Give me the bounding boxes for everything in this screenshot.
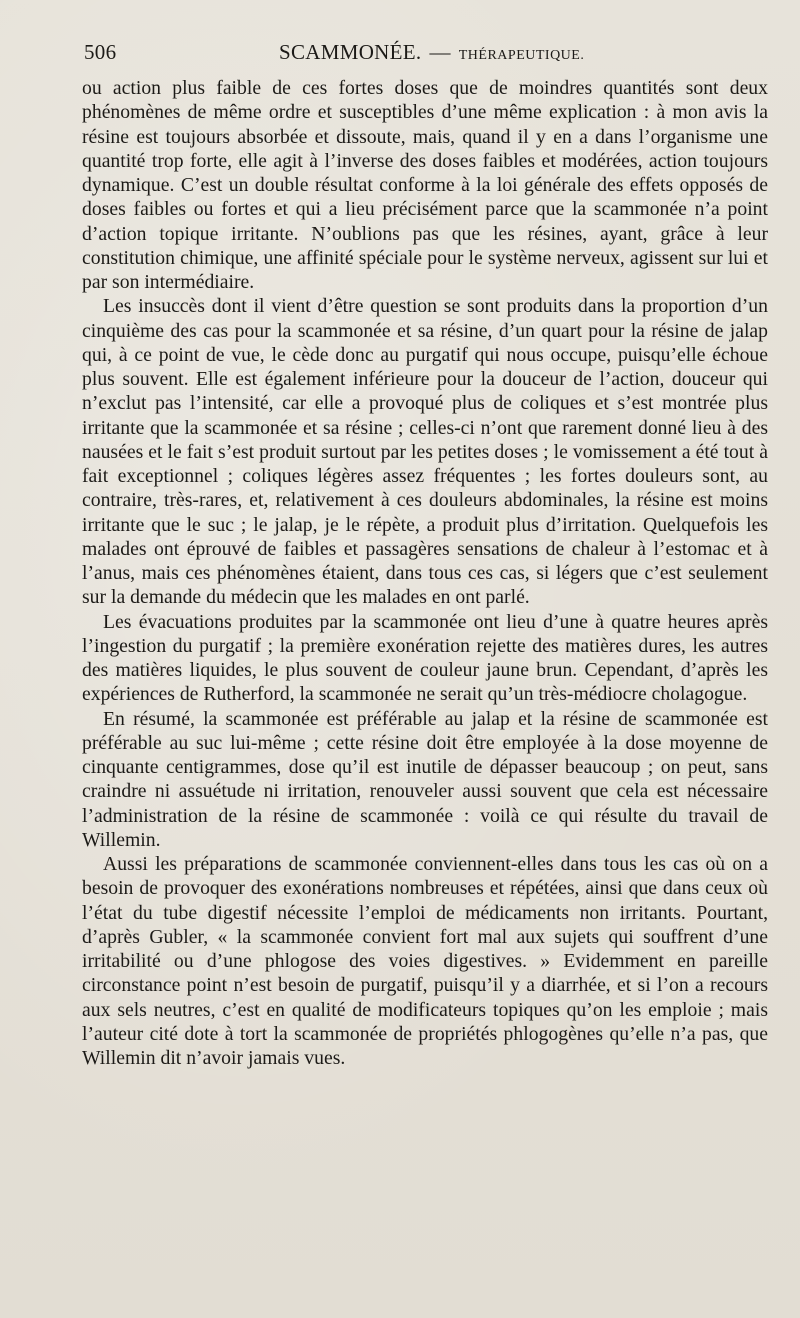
paragraph-preparations: Aussi les préparations de scammonée conviennent-elles dans tous les cas où on a besoin de provoquer des exonérations nombreuses et répétées, ainsi que dans ceux où l’état du tube digestif nécessite l’emploi de médicaments non irritants. Pourtant, d’après Gubler, « la scammonée convient fort mal aux sujets qui souffrent d’une irritabilité ou d’une phlogose des voies digestives. » Evidemment en pareille circonstance point n’est besoin de purgatif, puisqu’il y a diarrhée, et si l’on a recours aux sels neutres, c’est en qualité de modificateurs topiques qu’on les emploie ; mais l’auteur cité dote à tort la scammonée de propriétés phlogogènes qu’elle n’a pas, que Willemin dit n’avoir jamais vues. bbox=[82, 853, 768, 1069]
paragraph-resume: En résumé, la scammonée est préférable au jalap et la résine de scammonée est préférable au suc lui-même ; cette résine doit être employée à la dose moyenne de cinquante centigrammes, dose qu’il est inutile de dépasser beaucoup ; on peut, sans craindre ni assuétude ni irritation, renouveler aussi souvent que cela est nécessaire l’administration de la résine de scammonée : voilà ce qui résulte du travail de Willemin. bbox=[82, 707, 768, 851]
paragraph-evacuations: Les évacuations produites par la scammonée ont lieu d’une à quatre heures après l’ingestion du purgatif ; la première exonération rejette des matières dures, les autres des matières liquides, le plus souvent de couleur jaune brun. Cependant, d’après les expériences de Rutherford, la scammonée ne serait qu’un très-médiocre cholagogue. bbox=[82, 610, 768, 706]
paragraph-continuation: ou action plus faible de ces fortes doses que de moindres quantités sont deux phénomènes de même ordre et susceptibles d’une même explication : à mon avis la résine est toujours absorbée et dissoute, mais, quand il y en a dans l’organisme une quantité trop forte, elle agit à l’inverse des doses faibles et modérées, action toujours dynamique. C’est un double résultat conforme à la loi générale des effets opposés de doses faibles ou fortes et qui a lieu précisément parce que la scammonée n’a point d’action topique irritante. N’oublions pas que les résines, ayant, grâce à leur constitution chimique, une affinité spéciale pour le système nerveux, agissent sur lui et par son intermédiaire. bbox=[82, 77, 768, 293]
page-number: 506 bbox=[84, 40, 117, 64]
paragraph-insucces: Les insuccès dont il vient d’être question se sont produits dans la proportion d’un cinquième des cas pour la scammonée et sa résine, d’un quart pour la résine de jalap qui, à ce point de vue, le cède donc au purgatif qui nous occupe, puisqu’elle échoue plus souvent. Elle est également inférieure pour la douceur de l’action, douceur qui n’exclut pas l’intensité, car elle a provoqué plus de coliques et s’est montrée plus irritante que la scammonée et sa résine ; celles-ci n’ont que rarement donné lieu à des nausées et le fait s’est produit surtout par les petites doses ; le vomissement a été tout à fait exceptionnel ; coliques légères assez fréquentes ; les fortes douleurs sont, au contraire, très-rares, et, relativement à ces douleurs abdominales, la résine est moins irritante que le suc ; le jalap, je le répète, a produit plus d’irritation. Quelquefois les malades ont éprouvé de faibles et passagères sensations de chaleur à l’estomac et à l’anus, mais ces phénomènes étaient, dans tous ces cas, si légers que c’est seulement sur la demande du médecin que les malades en ont parlé. bbox=[82, 295, 768, 609]
running-title: SCAMMONÉE. bbox=[279, 40, 422, 64]
header-separator: — bbox=[429, 40, 451, 64]
page-header bbox=[84, 38, 764, 68]
section-title: THÉRAPEUTIQUE. bbox=[458, 48, 585, 63]
running-head bbox=[279, 40, 584, 65]
body-text bbox=[82, 76, 768, 1070]
